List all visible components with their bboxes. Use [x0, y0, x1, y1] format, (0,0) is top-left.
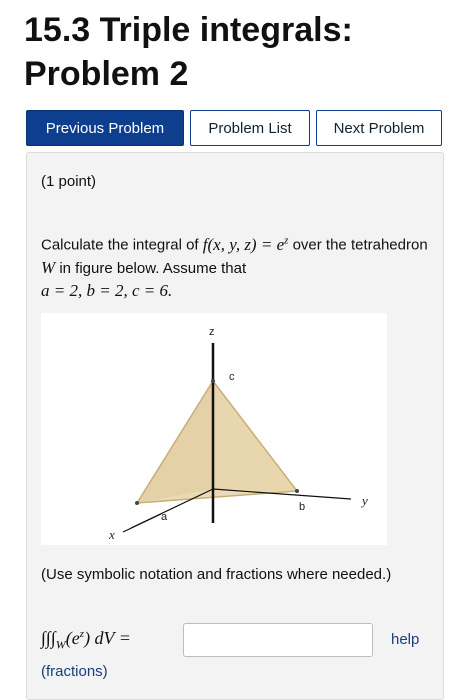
point-a [135, 501, 139, 505]
parameter-values: a = 2, b = 2, c = 6 [41, 280, 168, 300]
tetrahedron-figure [41, 313, 387, 545]
label-a: a [161, 511, 168, 523]
label-z: z [209, 326, 215, 338]
integral-body: (e [65, 628, 80, 648]
notation-hint: (Use symbolic notation and fractions where needed.) [41, 566, 392, 583]
next-problem-button[interactable]: Next Problem [316, 110, 442, 146]
problem-statement [41, 229, 433, 303]
problem-nav [26, 110, 442, 146]
answer-row [41, 623, 441, 657]
statement-mid: over the tetrahedron [292, 236, 428, 254]
fractions-link[interactable]: (fractions) [41, 663, 108, 680]
point-b [295, 489, 299, 493]
answer-input[interactable] [183, 623, 373, 657]
function-expression [203, 235, 289, 254]
help-link[interactable]: help [391, 631, 420, 648]
integral-exponent: z [79, 628, 85, 640]
previous-problem-button[interactable]: Previous Problem [26, 110, 184, 146]
label-x: x [109, 527, 115, 542]
integral-region: W [55, 637, 66, 652]
label-b: b [299, 501, 306, 513]
integral-expression [41, 628, 131, 653]
page-title: 15.3 Triple integrals: Problem 2 [24, 11, 353, 93]
label-c: c [229, 371, 235, 383]
region-symbol: W [41, 257, 56, 277]
statement-suffix: in figure below. Assume that [59, 259, 247, 277]
label-y: y [362, 493, 368, 508]
tetrahedron-diagram [41, 313, 387, 545]
problem-panel [26, 152, 444, 700]
face-front [137, 381, 297, 503]
parameter-end: . [167, 280, 173, 300]
function-exponent: z [284, 234, 289, 246]
function-base: f(x, y, z) = e [202, 234, 285, 254]
integral-signs: ∫∫∫ [41, 628, 56, 648]
problem-list-button[interactable]: Problem List [190, 110, 310, 146]
x-axis-front [123, 514, 161, 532]
integral-tail: ) dV = [84, 628, 131, 648]
points-label: (1 point) [41, 173, 97, 190]
statement-prefix: Calculate the integral of [41, 236, 199, 254]
point-c [211, 379, 215, 383]
